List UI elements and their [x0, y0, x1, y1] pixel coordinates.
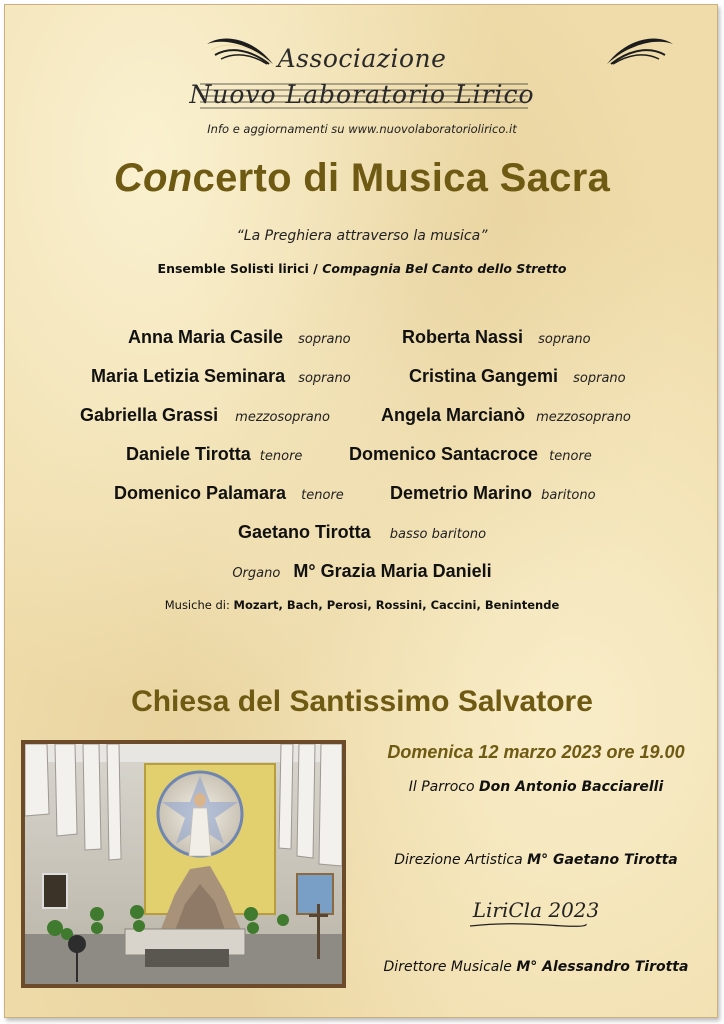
- church-photo: [21, 740, 346, 988]
- performer-entry: [91, 366, 351, 387]
- performer-entry: [80, 405, 330, 426]
- performer-entry: [126, 444, 302, 465]
- organ-name: M° Grazia Maria Danieli: [293, 561, 492, 581]
- signature: LiriCla 2023: [472, 898, 600, 922]
- parroco-label: Il Parroco: [408, 779, 475, 795]
- concert-title: [0, 156, 724, 201]
- performer-entry: [114, 483, 344, 504]
- performer-name: Anna Maria Casile: [128, 327, 284, 347]
- art-direction-label: Direzione Artistica: [394, 852, 523, 868]
- performer-name: Cristina Gangemi: [409, 366, 559, 386]
- performer-role: basso baritono: [389, 527, 487, 542]
- signature-underline-icon: [468, 921, 588, 929]
- performer-entry: [381, 405, 631, 426]
- church-interior-image: [25, 744, 342, 984]
- performer-name: Gabriella Grassi: [80, 405, 219, 425]
- ensemble-part2: Compagnia Bel Canto dello Stretto: [322, 261, 567, 276]
- music-direction-line: [358, 959, 714, 975]
- performer-role: soprano: [298, 371, 351, 386]
- performer-role: tenore: [259, 449, 303, 464]
- logo-line2: Nuovo Laboratorio Lirico: [189, 80, 535, 109]
- title-part1: Con: [113, 156, 193, 200]
- performer-role: tenore: [549, 449, 592, 464]
- art-direction-line: [358, 852, 714, 868]
- musiche-label: Musiche di:: [164, 598, 230, 612]
- organ-label: Organo: [232, 566, 281, 581]
- parroco-name: Don Antonio Bacciarelli: [479, 779, 664, 795]
- musiche-line: [0, 598, 724, 612]
- performer-name: Roberta Nassi: [402, 327, 524, 347]
- musiche-composers: Mozart, Bach, Perosi, Rossini, Caccini, Benintende: [233, 598, 560, 612]
- performer-entry: [390, 483, 596, 504]
- ensemble-part1: Ensemble Solisti lirici /: [157, 261, 318, 276]
- church-name: Chiesa del Santissimo Salvatore: [131, 685, 593, 718]
- concert-subtitle: “La Preghiera attraverso la musica”: [236, 228, 488, 244]
- performer-entry: [409, 366, 626, 387]
- performer-name: Angela Marcianò: [381, 405, 526, 425]
- performer-name: Domenico Palamara: [114, 483, 287, 503]
- performer-name: Gaetano Tirotta: [237, 522, 371, 542]
- performer-role: tenore: [301, 488, 344, 503]
- performer-entry: [349, 444, 592, 465]
- logo-line1: Associazione: [277, 44, 447, 73]
- performer-role: baritono: [541, 488, 596, 503]
- performer-name: Domenico Santacroce: [349, 444, 539, 464]
- title-part2: certo di Musica Sacra: [192, 156, 611, 200]
- performer-name: Demetrio Marino: [390, 483, 533, 503]
- event-date: Domenica 12 marzo 2023 ore 19.00: [387, 742, 685, 762]
- performer-role: soprano: [573, 371, 626, 386]
- performer-role: soprano: [538, 332, 591, 347]
- performer-role: soprano: [298, 332, 351, 347]
- performer-role: mezzosoprano: [536, 410, 631, 425]
- organ-entry: [0, 561, 724, 582]
- ensemble-line: [0, 261, 724, 276]
- performer-role: mezzosoprano: [235, 410, 330, 425]
- music-direction-name: M° Alessandro Tirotta: [516, 959, 689, 975]
- performer-entry: [402, 327, 591, 348]
- info-line: Info e aggiornamenti su www.nuovolaboratoriolirico.it: [207, 122, 517, 136]
- music-direction-label: Direttore Musicale: [383, 959, 512, 975]
- performer-entry: [0, 522, 724, 543]
- art-direction-name: M° Gaetano Tirotta: [527, 852, 678, 868]
- parroco-line: [358, 779, 714, 795]
- performer-entry: [128, 327, 351, 348]
- performer-name: Maria Letizia Seminara: [91, 366, 286, 386]
- performer-name: Daniele Tirotta: [126, 444, 251, 464]
